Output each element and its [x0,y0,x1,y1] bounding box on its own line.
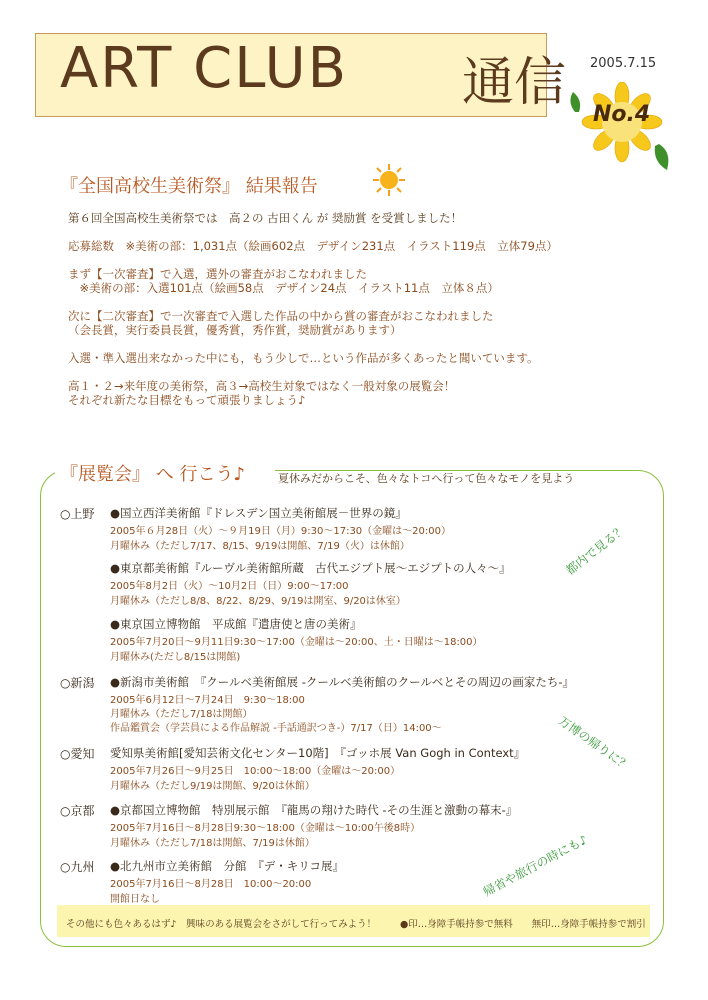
exhibition-dates: 2005年7月26日～9月25日 10:00～18:00（金曜は～20:00） [110,766,401,777]
issue-date: 2005.7.15 [590,56,657,71]
issue-number: No.4 [593,102,651,127]
exhibition-dates: 2005年６月28日（火）～９月19日（月）9:30～17:30（金曜は～20:00） [110,526,451,537]
encouragement: それぞれ新たな目標をもって頑張りましょう♪ [68,393,306,407]
report-title: 『全国高校生美術祭』 結果報告 [60,176,318,197]
handnote-tokyo: 都内で見る？ [563,522,629,578]
exhibition-closures: 開館日なし [110,894,160,905]
museum-name: 愛知県美術館[愛知芸術文化センター10階] 『ゴッホ展 Van Gogh in Context』 [110,746,526,760]
sunflower-icon [567,82,677,177]
first-review-result: ※美術の部：入選101点（絵画58点 デザイン24点 イラスト11点 立体８点） [68,281,499,295]
museum-name: ●国立西洋美術館『ドレスデン国立美術館展－世界の鏡』 [110,506,407,520]
sun-icon [372,163,406,197]
region-label: ○上野 [60,507,95,521]
museum-name: ●新潟市美術館 『クールベ美術館展 -クールベ美術館のクールベとその周辺の画家たち-』 [110,675,575,689]
exhibition-dates: 2005年7月16日～8月28日9:30～18:00（金曜は～10:00午後8時） [110,823,421,834]
handnote-travel: 帰省や旅行の時にも♪ [480,832,590,900]
handnote-expo: 万博の帰りに？ [555,713,633,774]
exhibition-event: 作品鑑賞会（学芸員による作品解説 -手話通訳つき-）7/17（日）14:00～ [110,723,442,734]
footer-legend: ●印…身障手帳持参で無料 無印…身障手帳持参で割引 [400,919,646,930]
newsletter-title-kanji: 通信 [462,53,567,113]
museum-name: ●北九州市立美術館 分館 『デ・キリコ展』 [110,859,345,873]
exhibition-closures: 月曜休み（ただし9/19は開館、9/20は休館） [110,781,315,792]
next-year-note: 高１・２→来年度の美術祭，高３→高校生対象ではなく一般対象の展覧会！ [68,379,456,393]
exhibition-section-subtitle: 夏休みだからこそ、色々なトコへ行って色々なモノを見よう [278,472,575,485]
newsletter-title: ART CLUB [60,36,349,101]
exhibition-dates: 2005年8月2日（火）～10月2日（日）9:00～17:00 [110,581,349,592]
award-types: （会長賞，実行委員長賞，優秀賞，秀作賞，奨励賞があります） [68,323,402,337]
museum-name: ●東京都美術館『ルーヴル美術館所蔵 古代エジプト展～エジプトの人々～』 [110,561,511,575]
museum-name: ●東京国立博物館 平成館『遣唐使と唐の美術』 [110,617,362,631]
region-label: ○新潟 [60,676,95,690]
exhibition-closures: 月曜休み（ただし7/18は開館、7/19は休館） [110,838,315,849]
exhibition-closures: 月曜休み(ただし8/15は開館) [110,652,241,663]
exhibition-closures: 月曜休み（ただし7/18は開館） [110,709,253,720]
region-label: ○京都 [60,804,95,818]
region-label: ○九州 [60,860,95,874]
exhibition-closures: 月曜休み（ただし7/17、8/15、9/19は開館、7/19（火）は休館） [110,541,410,552]
footer-note: その他にも色々あるはず♪ 興味のある展覧会をさがして行ってみよう！ [66,919,377,930]
award-line: 第６回全国高校生美術祭では 高２の 古田くん が 奨励賞 を受賞しました！ [68,211,463,225]
second-review: 次に【二次審査】で一次審査で入選した作品の中から賞の審査がおこなわれました [68,309,494,323]
museum-name: ●京都国立博物館 特別展示館 『龍馬の翔けた時代 -その生涯と激動の幕末-』 [110,803,518,817]
exhibition-closures: 月曜休み（ただし8/8、8/22、8/29、9/19は開室、9/20は休室） [110,596,406,607]
exhibition-dates: 2005年6月12日～7月24日 9:30～18:00 [110,695,305,706]
region-label: ○愛知 [60,747,95,761]
exhibition-dates: 2005年7月20日～9月11日9:30～17:00（金曜は～20:00、土・日曜は～18:00） [110,637,483,648]
exhibition-section-title: 『展覧会』 へ 行こう♪ [60,464,245,485]
exhibition-dates: 2005年7月16日～8月28日 10:00～20:00 [110,879,312,890]
entries-total: 応募総数 ※美術の部：1,031点（絵画602点 デザイン231点 イラスト119点 立体79点） [68,239,558,253]
first-review: まず【一次審査】で入選，選外の審査がおこなわれました [68,267,367,281]
report-comment: 入選・準入選出来なかった中にも，もう少しで…という作品が多くあったと聞いています。 [68,351,539,365]
